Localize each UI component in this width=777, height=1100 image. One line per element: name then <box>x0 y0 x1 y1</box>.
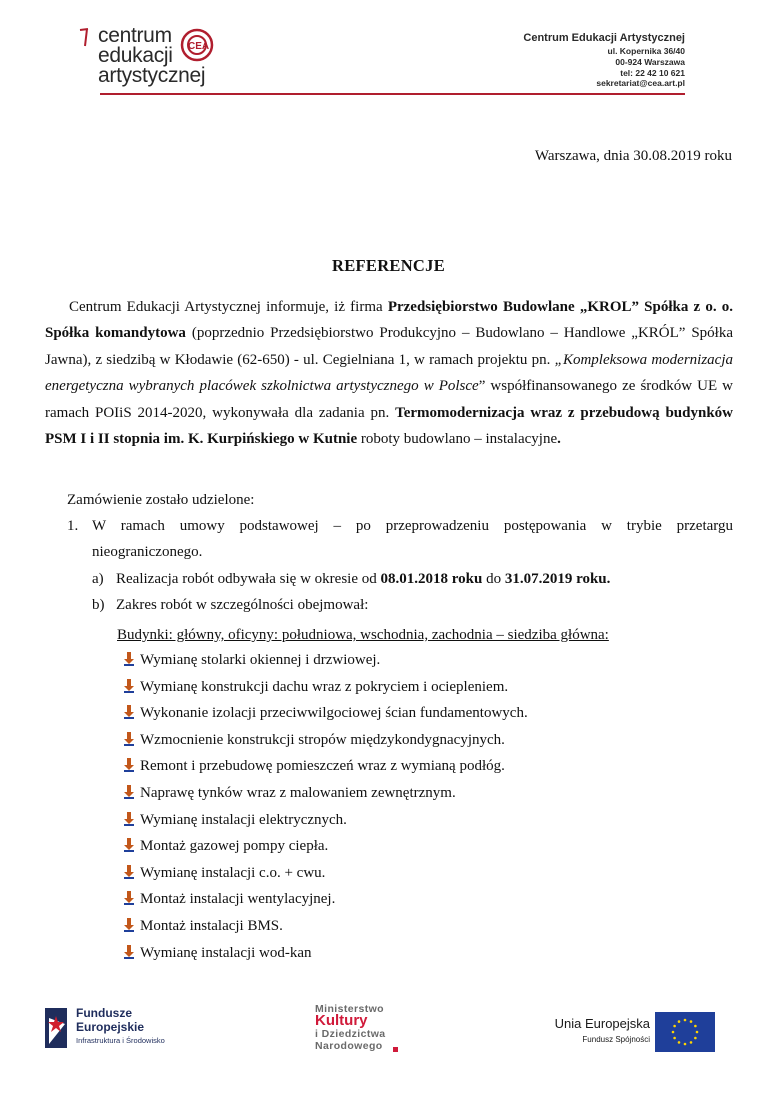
down-arrow-bullet-icon <box>123 652 135 666</box>
intro-project-name: „Kompleksowa modernizacja energetyczna wybranych placówek szkolnictwa artystycznego w Polsce <box>45 351 733 395</box>
eu-star <box>684 1043 687 1046</box>
scope-list-item <box>123 886 335 912</box>
scope-list-item-text: Naprawę tynków wraz z malowaniem zewnętrznym. <box>140 785 456 801</box>
fundusze-europejskie-logo <box>43 1000 233 1056</box>
logo-text-line1: centrum <box>98 24 172 47</box>
eu-star <box>694 1037 697 1040</box>
down-arrow-bullet-icon <box>123 812 135 826</box>
down-arrow-bullet-icon <box>123 732 135 746</box>
fe-subtitle: Infrastruktura i Środowisko <box>76 1036 165 1045</box>
scope-list-item-text: Wymianę stolarki okiennej i drzwiowej. <box>140 652 381 668</box>
fe-title <box>76 1006 144 1034</box>
intro-text-end: . <box>557 431 561 448</box>
document-title: REFERENCJE <box>331 256 445 275</box>
logo-text-line3: artystycznej <box>98 64 206 87</box>
intro-company-name: Przedsiębiorstwo Budowlane „KROL” Spółka z o. o. Spółka komandytowa <box>45 299 734 342</box>
eu-flag-icon <box>655 1012 715 1052</box>
intro-task-name: Termomodernizacja wraz z przebudową budynków PSM I i II stopnia im. K. Kurpińskiego w Kutnie <box>45 404 733 448</box>
eu-subtitle: Fundusz Spójności <box>582 1035 650 1044</box>
scope-list-item-text: Montaż instalacji wentylacyjnej. <box>140 891 336 908</box>
sub-a-label: Realizacja robót odbywała się w okresie od <box>116 571 381 587</box>
eu-star <box>673 1025 676 1028</box>
sub-b-letter: b) <box>92 597 105 613</box>
scope-list-item <box>123 674 508 700</box>
sub-a-mid: do <box>482 571 505 587</box>
scope-list-item-text: Montaż instalacji BMS. <box>140 918 283 934</box>
eu-star <box>678 1041 681 1044</box>
logo-mark-text: CEA <box>188 41 210 52</box>
down-arrow-bullet-icon <box>123 918 135 932</box>
contact-city: 00-924 Warszawa <box>615 56 685 67</box>
ministry-line3: i Dziedzictwa <box>315 1028 386 1040</box>
scope-list-item <box>123 753 505 779</box>
scope-list-item-text: Wykonanie izolacji przeciwwilgociowej ścian fundamentowych. <box>140 705 528 722</box>
scope-list-item-text: Montaż gazowej pompy ciepła. <box>140 838 329 855</box>
fe-title-line2: Europejskie <box>76 1020 145 1034</box>
ministry-line1: Ministerstwo <box>315 1003 384 1015</box>
scope-list-item <box>123 780 456 806</box>
contact-tel: tel: 22 42 10 621 <box>620 67 685 78</box>
sub-a-text <box>116 566 610 592</box>
down-arrow-bullet-icon <box>123 838 135 852</box>
eu-star <box>690 1020 693 1023</box>
scope-list-item-text: Wymianę instalacji wod-kan <box>140 944 312 961</box>
eu-star <box>673 1037 676 1040</box>
scope-list-item-text: Wzmocnienie konstrukcji stropów międzykondygnacyjnych. <box>140 731 505 748</box>
down-arrow-bullet-icon <box>123 758 135 772</box>
cea-emblem-icon <box>178 26 216 64</box>
scope-list-item <box>123 940 312 966</box>
eu-star <box>694 1025 697 1028</box>
scope-list-item-text: Wymianę instalacji c.o. + cwu. <box>140 864 326 881</box>
intro-text-1: Centrum Edukacji Artystycznej informuje, iż firma <box>69 299 388 315</box>
ministry-logo <box>315 1003 435 1057</box>
eu-text <box>555 1016 650 1046</box>
cea-logo <box>78 22 268 94</box>
scope-list-item-text: Wymianę konstrukcji dachu wraz z pokryciem i ociepleniem. <box>140 678 509 695</box>
item1-number: 1. <box>67 518 79 534</box>
scope-list-item-text: Remont i przebudowę pomieszczeń wraz z wymianą podłóg. <box>140 758 505 775</box>
intro-paragraph <box>45 294 733 452</box>
down-arrow-bullet-icon <box>123 785 135 799</box>
logo-text-line2: edukacji <box>98 44 173 67</box>
item1-line1: W ramach umowy podstawowej – po przeprowadzeniu postępowania w trybie przetargu <box>92 518 733 534</box>
scope-list-item <box>123 647 380 673</box>
order-intro: Zamówienie zostało udzielone: <box>67 492 255 508</box>
scope-list-item <box>123 807 347 833</box>
scope-list-item <box>123 860 325 886</box>
fe-title-line1: Fundusze <box>76 1006 132 1020</box>
ministry-dot-icon <box>393 1047 398 1052</box>
contact-street: ul. Kopernika 36/40 <box>607 46 685 56</box>
intro-text-2: (poprzednio Przedsiębiorstwo Produkcyjno – Budowlano – Handlowe „KRÓL” Spółka Jawna), z siedzibą w Kłodawie (62-650) - ul. Cegielniana 1, w ramach projektu pn. <box>45 325 734 368</box>
down-arrow-bullet-icon <box>123 705 135 719</box>
sub-a-date-from: 08.01.2018 roku <box>380 571 483 587</box>
eu-star <box>690 1041 693 1044</box>
buildings-heading: Budynki: główny, oficyny: południowa, wschodnia, zachodnia – siedziba główna: <box>117 627 609 643</box>
contact-org: Centrum Edukacji Artystycznej <box>523 32 685 44</box>
eu-star <box>678 1020 681 1023</box>
sub-a-letter: a) <box>92 571 104 587</box>
contact-email: sekretariat@cea.art.pl <box>596 78 685 89</box>
scope-list-item <box>123 700 528 726</box>
intro-text-4: roboty budowlano – instalacyjne <box>357 431 558 448</box>
ministry-line2: Kultury <box>315 1012 368 1029</box>
scope-list-item <box>123 913 283 939</box>
fe-star-icon <box>43 1004 71 1048</box>
document-date: Warszawa, dnia 30.08.2019 roku <box>534 148 732 164</box>
ministry-line4: Narodowego <box>315 1040 383 1052</box>
header-divider <box>100 93 685 95</box>
scope-list-item <box>123 727 505 753</box>
eu-star <box>696 1031 699 1034</box>
intro-text-3: ” współfinansowanego ze środków UE w ramach POIiS 2014-2020, wykonywała dla zadania pn. <box>45 378 734 421</box>
brush-stroke-icon <box>78 28 92 48</box>
sub-a-date-to: 31.07.2019 roku. <box>504 571 611 587</box>
item1-line2: nieograniczonego. <box>92 544 203 560</box>
down-arrow-bullet-icon <box>123 891 135 905</box>
scope-list-item <box>123 833 328 859</box>
scope-list-item-text: Wymianę instalacji elektrycznych. <box>140 811 347 828</box>
header-contact <box>523 31 685 89</box>
eu-title: Unia Europejska <box>554 1016 650 1031</box>
eu-star <box>672 1031 675 1034</box>
down-arrow-bullet-icon <box>123 945 135 959</box>
down-arrow-bullet-icon <box>123 679 135 693</box>
eu-star <box>684 1019 687 1022</box>
down-arrow-bullet-icon <box>123 865 135 879</box>
sub-b-text: Zakres robót w szczególności obejmował: <box>116 597 369 613</box>
